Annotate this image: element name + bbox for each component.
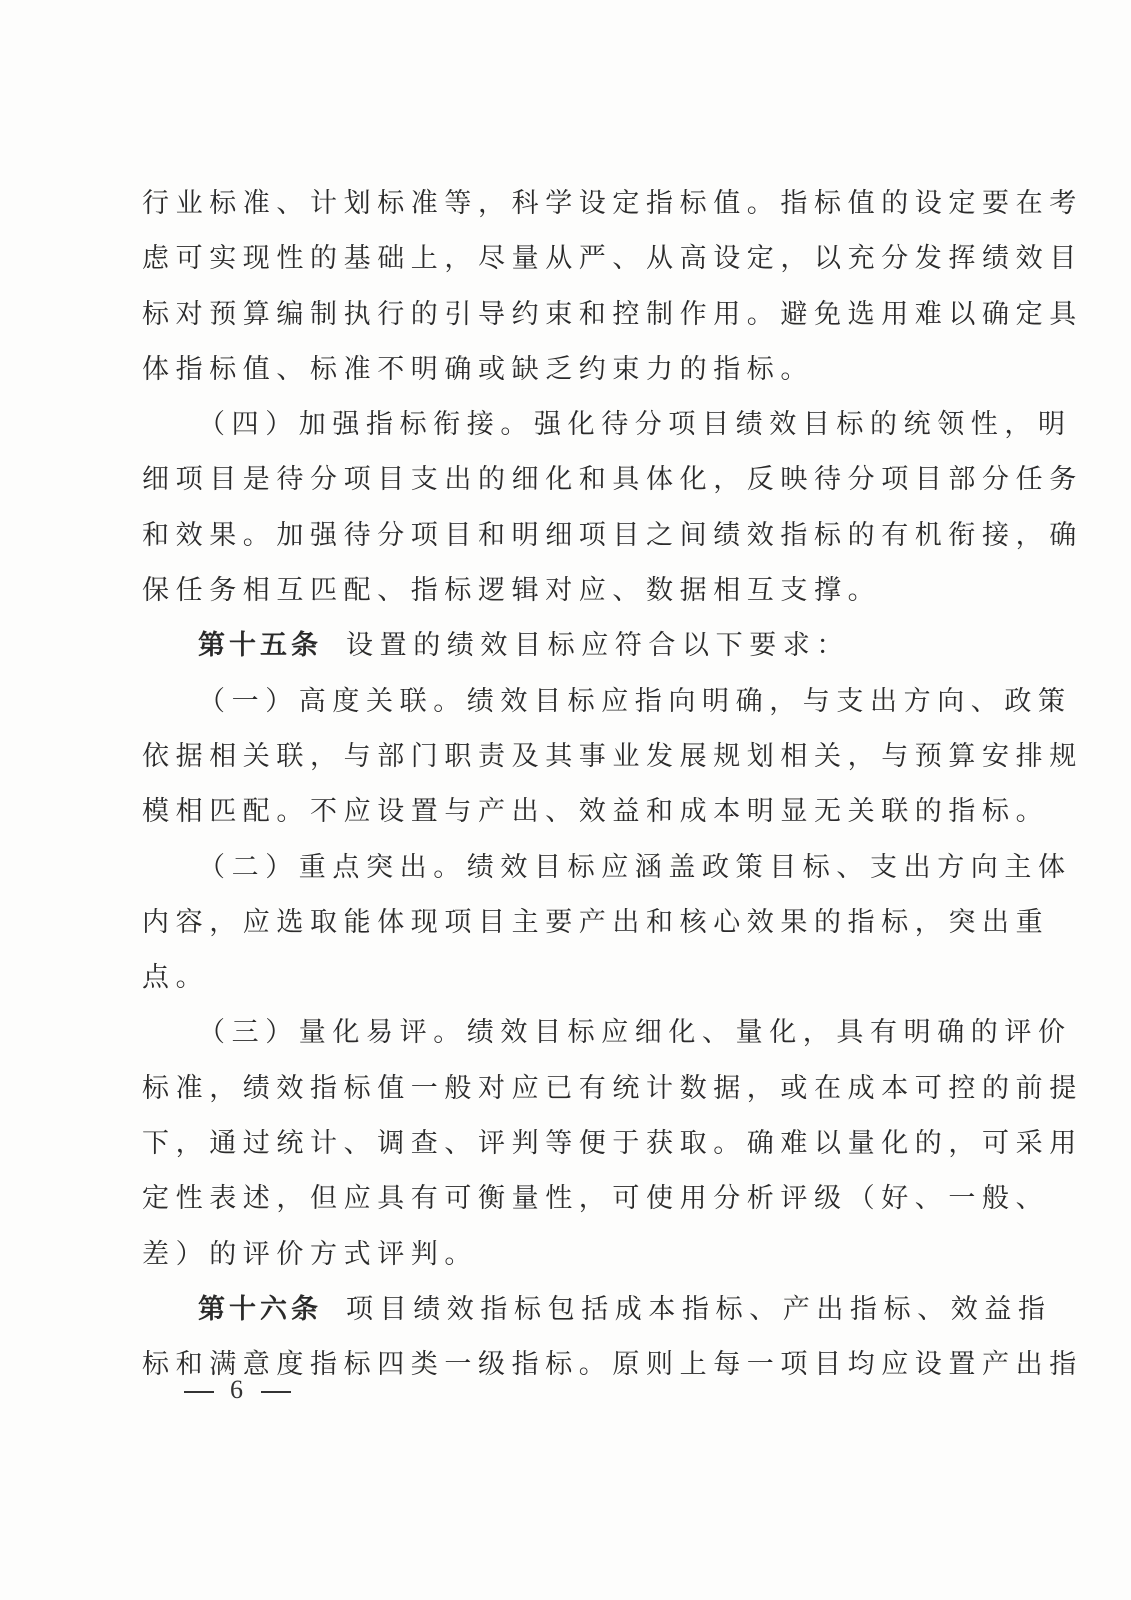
article-15-line bbox=[142, 618, 972, 673]
article-16-text: 项目绩效指标包括成本指标、产出指标、效益指 bbox=[346, 1293, 1052, 1325]
article-16-heading: 第十六条 bbox=[198, 1293, 322, 1325]
page-number bbox=[168, 1375, 307, 1405]
paragraph-line: 内容，应选取能体现项目主要产出和核心效果的指标，突出重 bbox=[142, 906, 1050, 938]
paragraph-line: 点。 bbox=[142, 962, 210, 994]
paragraph-line: 标对预算编制执行的引导约束和控制作用。避免选用难以确定具 bbox=[142, 298, 1083, 330]
paragraph-line: 定性表述，但应具有可衡量性，可使用分析评级（好、一般、 bbox=[142, 1183, 1050, 1215]
paragraph-line: （三）量化易评。绩效目标应细化、量化，具有明确的评价 bbox=[198, 1017, 1072, 1049]
paragraph-line: 虑可实现性的基础上，尽量从严、从高设定，以充分发挥绩效目 bbox=[142, 243, 1083, 275]
paragraph-line: 依据相关联，与部门职责及其事业发展规划相关，与预算安排规 bbox=[142, 740, 1083, 772]
paragraph-line: 行业标准、计划标准等，科学设定指标值。指标值的设定要在考 bbox=[142, 188, 1083, 219]
article-15-text: 设置的绩效目标应符合以下要求： bbox=[346, 630, 850, 662]
page-number-value: 6 bbox=[230, 1375, 245, 1404]
paragraph-line: 差）的评价方式评判。 bbox=[142, 1238, 478, 1270]
article-16-line bbox=[142, 1282, 1052, 1337]
paragraph-line: 下，通过统计、调查、评判等便于获取。确难以量化的，可采用 bbox=[142, 1128, 1083, 1160]
dash-right bbox=[261, 1391, 291, 1393]
paragraph-line: 和效果。加强待分项目和明细项目之间绩效指标的有机衔接，确 bbox=[142, 519, 1083, 551]
dash-left bbox=[184, 1391, 214, 1393]
paragraph-line: 保任务相互匹配、指标逻辑对应、数据相互支撑。 bbox=[142, 575, 882, 607]
paragraph-line: 标准，绩效指标值一般对应已有统计数据，或在成本可控的前提 bbox=[142, 1072, 1083, 1104]
document-body bbox=[142, 176, 1083, 1393]
paragraph-line: 细项目是待分项目支出的细化和具体化，反映待分项目部分任务 bbox=[142, 464, 1083, 496]
paragraph-line: （一）高度关联。绩效目标应指向明确，与支出方向、政策 bbox=[198, 685, 1072, 717]
article-15-heading: 第十五条 bbox=[198, 630, 322, 662]
paragraph-line: 模相匹配。不应设置与产出、效益和成本明显无关联的指标。 bbox=[142, 796, 1050, 828]
paragraph-line: 标和满意度指标四类一级指标。原则上每一项目均应设置产出指 bbox=[142, 1349, 1083, 1381]
paragraph-line: （二）重点突出。绩效目标应涵盖政策目标、支出方向主体 bbox=[198, 851, 1072, 883]
paragraph-line: 体指标值、标准不明确或缺乏约束力的指标。 bbox=[142, 353, 814, 385]
paragraph-line: （四）加强指标衔接。强化待分项目绩效目标的统领性，明 bbox=[198, 409, 1072, 441]
